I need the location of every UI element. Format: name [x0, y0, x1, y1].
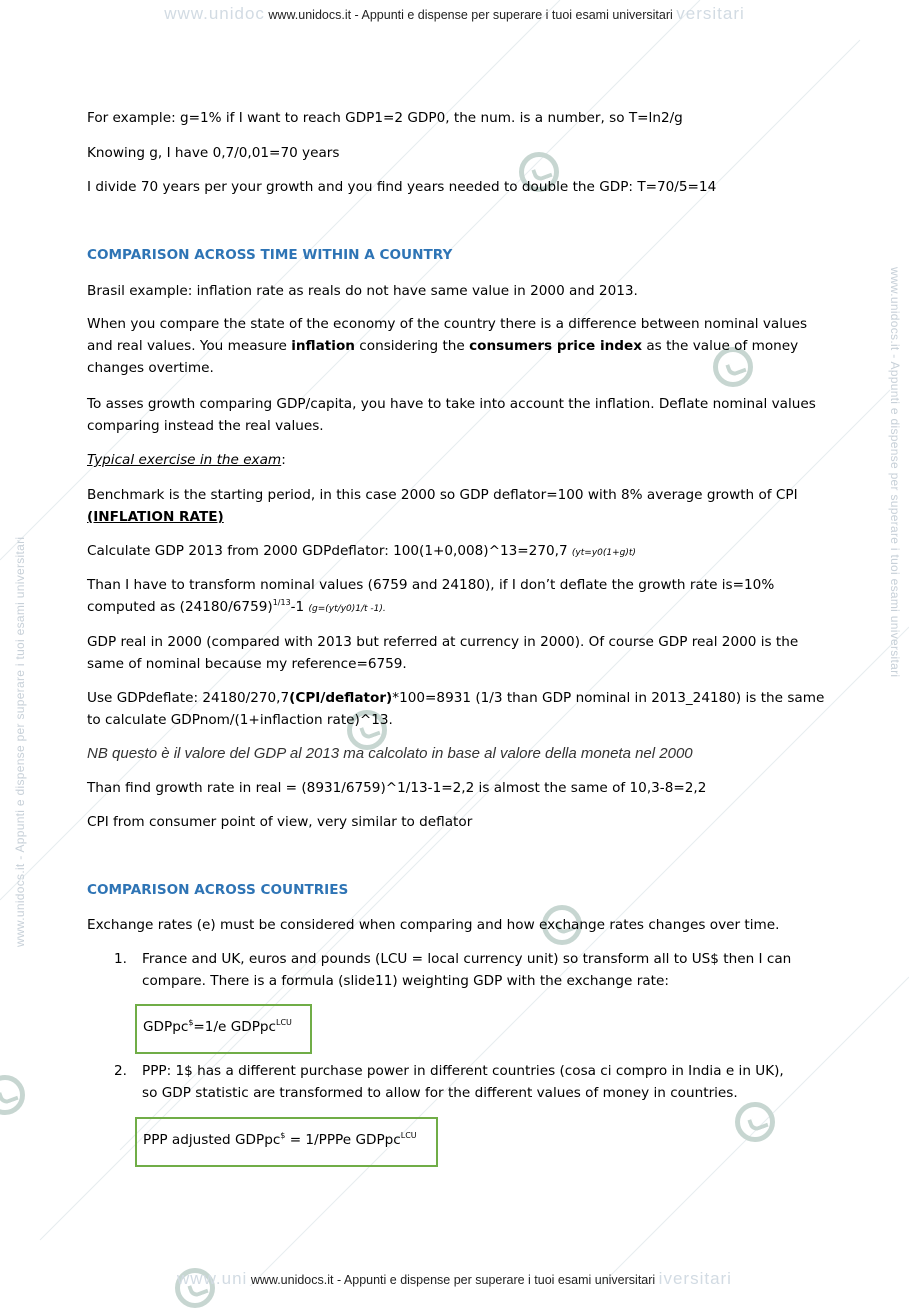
- section-heading: COMPARISON ACROSS TIME WITHIN A COUNTRY: [87, 247, 453, 263]
- paragraph: For example: g=1% if I want to reach GDP1=2 GDP0, the num. is a number, so T=ln2/g: [87, 110, 683, 126]
- paragraph: I divide 70 years per your growth and you find years needed to double the GDP: T=70/5=14: [87, 179, 717, 195]
- footer-watermark: www.uni www.unidocs.it - Appunti e dispense per superare i tuoi esami universitari iversitari: [177, 1269, 732, 1288]
- paragraph: Brasil example: inflation rate as reals do not have same value in 2000 and 2013.: [87, 283, 638, 299]
- paragraph: Exchange rates (e) must be considered when comparing and how exchange rates changes over time.: [87, 917, 780, 933]
- italian-note: NB questo è il valore del GDP al 2013 ma calcolato in base al valore della moneta nel 2000: [87, 745, 693, 762]
- paragraph: Typical exercise in the exam:: [87, 452, 286, 468]
- paragraph: When you compare the state of the economy of the country there is a difference between nominal values and real values. You measure inflation considering the consumers price index as the value of money changes overtime.: [87, 316, 808, 376]
- side-watermark-right: www.unidocs.it - Appunti e dispense per superare i tuoi esami universitari: [888, 267, 902, 678]
- paragraph: Calculate GDP 2013 from 2000 GDPdeflator: 100(1+0,008)^13=270,7 (yt=y0(1+g)t): [87, 543, 636, 559]
- paragraph: Than find growth rate in real = (8931/6759)^1/13-1=2,2 is almost the same of 10,3-8=2,2: [87, 780, 707, 796]
- header-watermark: www.unidoc www.unidocs.it - Appunti e dispense per superare i tuoi esami universitari versitari: [164, 4, 745, 23]
- paragraph: CPI from consumer point of view, very similar to deflator: [87, 814, 473, 830]
- formula-box: GDPpc$=1/e GDPpc$^{LCU}$: [135, 1004, 312, 1054]
- formula-box: PPP adjusted GDPpc$ = 1/PPPe GDPpc$^{LCU}$: [135, 1117, 438, 1167]
- paragraph: Than I have to transform nominal values (6759 and 24180), if I don’t deflate the growth rate is=10% computed as $(24180/6759)^{1/13}-1$ (g=(yt/y0)1/t -1).: [87, 577, 775, 615]
- paragraph: To asses growth comparing GDP/capita, you have to take into account the inflation. Deflate nominal values comparing instead the real values.: [87, 396, 816, 434]
- section-heading: COMPARISON ACROSS COUNTRIES: [87, 882, 349, 898]
- side-watermark-left: www.unidocs.it - Appunti e dispense per superare i tuoi esami universitari: [13, 536, 27, 947]
- paragraph: Knowing g, I have 0,7/0,01=70 years: [87, 145, 340, 161]
- paragraph: GDP real in 2000 (compared with 2013 but referred at currency in 2000). Of course GDP real 2000 is the same of nominal because my reference=6759.: [87, 634, 799, 672]
- watermark-logo-icon: [735, 1102, 775, 1142]
- paragraph: Use GDPdeflate: 24180/270,7(CPI/deflator)*100=8931 (1/3 than GDP nominal in 2013_24180) is the same to calculate GDPnom/(1+inflaction rate)^13.: [87, 690, 825, 728]
- paragraph: Benchmark is the starting period, in this case 2000 so GDP deflator=100 with 8% average growth of CPI (INFLATION RATE): [87, 487, 798, 525]
